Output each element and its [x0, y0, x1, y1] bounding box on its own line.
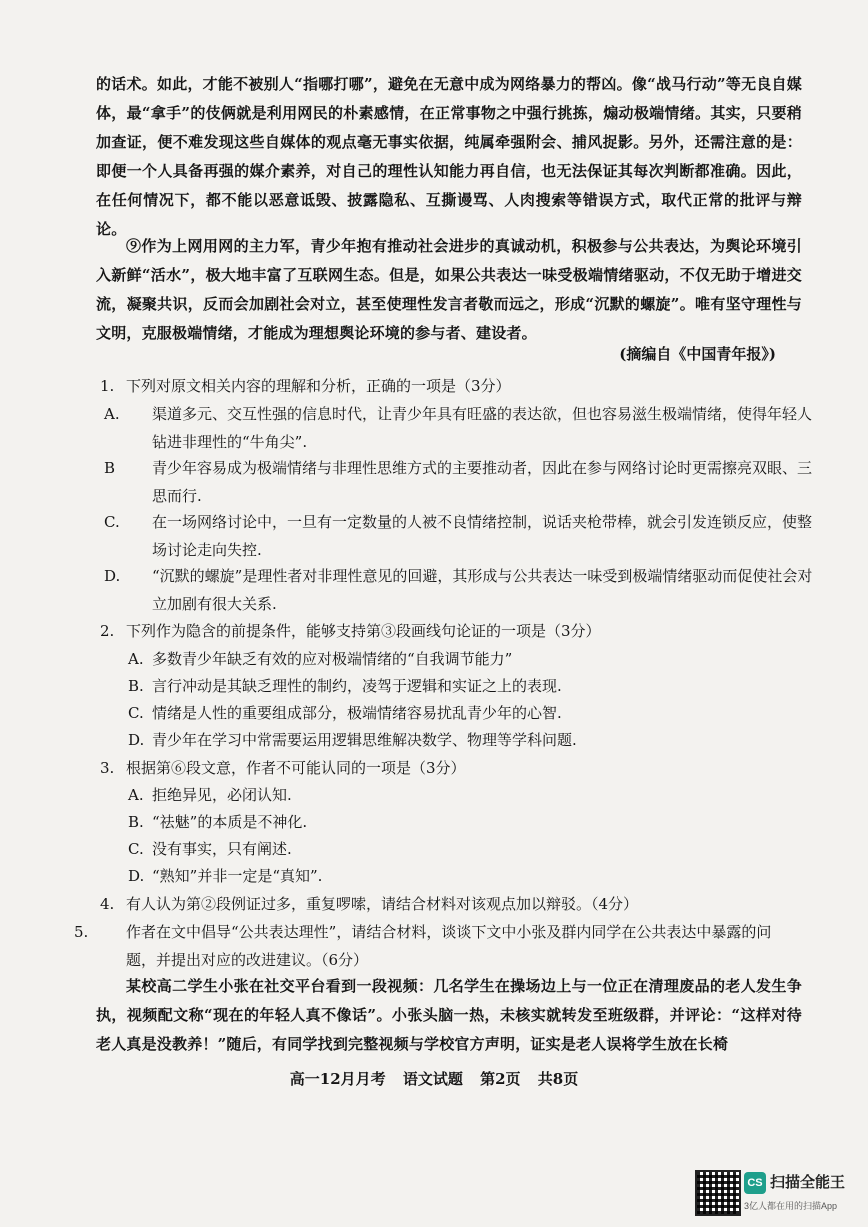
q2-option-b [128, 672, 800, 700]
watermark-app-name: 扫描全能王 [770, 1174, 846, 1191]
option-text: 言行冲动是其缺乏理性的制约，凌驾于逻辑和实证之上的表现. [152, 677, 562, 695]
option-text: 在一场网络讨论中，一旦有一定数量的人被不良情绪控制，说话夹枪带棒，就会引发连锁反应，使整场讨论走向失控. [152, 513, 813, 559]
option-text: 没有事实，只有阐述. [152, 840, 292, 858]
footer-page: 第2页 [480, 1070, 521, 1088]
q2-option-a [128, 645, 800, 673]
footer-total: 共8页 [537, 1070, 579, 1088]
question-stem: 下列对原文相关内容的理解和分析，正确的一项是（3分） [126, 377, 511, 395]
option-label: D. [104, 567, 121, 585]
material-paragraph: 某校高二学生小张在社交平台看到一段视频：几名学生在操场边上与一位正在清理废品的老人发生争执，视频配文称“现在的年轻人真不像话”。小张头脑一热，未核实就转发至班级群，并评论：“这样对待老人真是没教养！”随后，有同学找到完整视频与学校官方声明，证实是老人误将学生放在长椅 [96, 977, 802, 1053]
q2-option-d [128, 726, 800, 754]
option-label: D. [128, 731, 145, 749]
passage-source: (摘编自《中国青年报》) [619, 345, 776, 363]
option-label: B. [128, 677, 144, 695]
q1-option-b [104, 454, 824, 510]
question-3 [100, 754, 800, 782]
question-stem: 有人认为第②段例证过多，重复啰嗦，请结合材料对该观点加以辩驳。（4分） [126, 895, 639, 913]
option-label: A. [128, 650, 144, 668]
option-label: C. [128, 704, 144, 722]
qr-code-icon [695, 1170, 741, 1216]
passage-paragraph-8: 的话术。如此，才能不被别人“指哪打哪”，避免在无意中成为网络暴力的帮凶。像“战马行动”等无良自媒体，最“拿手”的伎俩就是利用网民的朴素感情，在正常事物之中强行挑拣，煽动极端情绪。其实，只要稍加查证，便不难发现这些自媒体的观点毫无事实依据，纯属牵强附会、捕风捉影。另外，还需注意的是：即便一个人具备再强的媒介素养，对自己的理性认知能力再自信，也无法保证其每次判断都准确。因此，在任何情况下，都不能以恶意诋毁、披露隐私、互撕谩骂、人肉搜索等错误方式，取代正常的批评与辩论。 [96, 75, 802, 238]
option-label: A. [104, 405, 120, 423]
question-number: 5. [74, 923, 89, 941]
option-text: “沉默的螺旋”是理性者对非理性意见的回避，其形成与公共表达一味受到极端情绪驱动而促使社会对立加剧有很大关系. [152, 567, 813, 613]
page-footer [0, 1068, 868, 1089]
question-stem: 作者在文中倡导“公共表达理性”，请结合材料，谈谈下文中小张及群内同学在公共表达中暴露的问题，并提出对应的改进建议。（6分） [126, 923, 772, 969]
watermark-tagline: 3亿人都在用的扫描App [744, 1201, 838, 1211]
q1-option-a [104, 400, 824, 456]
option-label: C. [128, 840, 144, 858]
question-2 [100, 617, 800, 645]
option-text: “祛魅”的本质是不神化. [152, 813, 308, 831]
question-1 [100, 372, 800, 400]
option-text: 渠道多元、交互性强的信息时代，让青少年具有旺盛的表达欲，但也容易滋生极端情绪，使得年轻人钻进非理性的“牛角尖”. [152, 405, 813, 451]
option-label: A. [128, 786, 144, 804]
option-text: “熟知”并非一定是“真知”. [152, 867, 323, 885]
question-4 [100, 890, 800, 918]
q2-option-c [128, 699, 800, 727]
question-number: 1. [100, 377, 115, 395]
option-label: C. [104, 513, 120, 531]
footer-exam: 高一12月月考 [289, 1070, 386, 1088]
option-text: 青少年容易成为极端情绪与非理性思维方式的主要推动者，因此在参与网络讨论时更需擦亮双眼、三思而行. [152, 459, 813, 505]
option-label: B [104, 459, 116, 477]
q3-option-a [128, 781, 800, 809]
question-stem: 根据第⑥段文意，作者不可能认同的一项是（3分） [126, 759, 466, 777]
option-text: 拒绝异见，必闭认知. [152, 786, 292, 804]
question-5 [74, 918, 800, 974]
camscanner-logo-icon: CS [744, 1172, 766, 1194]
q3-option-b [128, 808, 800, 836]
question-number: 2. [100, 622, 115, 640]
option-label: B. [128, 813, 144, 831]
q3-option-d [128, 862, 800, 890]
q1-option-d [104, 562, 824, 618]
passage-paragraph-9: ⑨作为上网用网的主力军，青少年抱有推动社会进步的真诚动机，积极参与公共表达，为舆论环境引入新鲜“活水”，极大地丰富了互联网生态。但是，如果公共表达一味受极端情绪驱动，不仅无助于增进交流，凝聚共识，反而会加剧社会对立，甚至使理性发言者敬而远之，形成“沉默的螺旋”。唯有坚守理性与文明，克服极端情绪，才能成为理想舆论环境的参与者、建设者。 [96, 237, 802, 342]
q3-option-c [128, 835, 800, 863]
question-number: 4. [100, 895, 115, 913]
footer-subject: 语文试题 [402, 1070, 463, 1088]
option-label: D. [128, 867, 145, 885]
option-text: 多数青少年缺乏有效的应对极端情绪的“自我调节能力” [152, 650, 513, 668]
option-text: 情绪是人性的重要组成部分，极端情绪容易扰乱青少年的心智. [152, 704, 562, 722]
q1-option-c [104, 508, 824, 564]
option-text: 青少年在学习中常需要运用逻辑思维解决数学、物理等学科问题. [152, 731, 577, 749]
question-number: 3. [100, 759, 115, 777]
question-stem: 下列作为隐含的前提条件，能够支持第③段画线句论证的一项是（3分） [126, 622, 601, 640]
